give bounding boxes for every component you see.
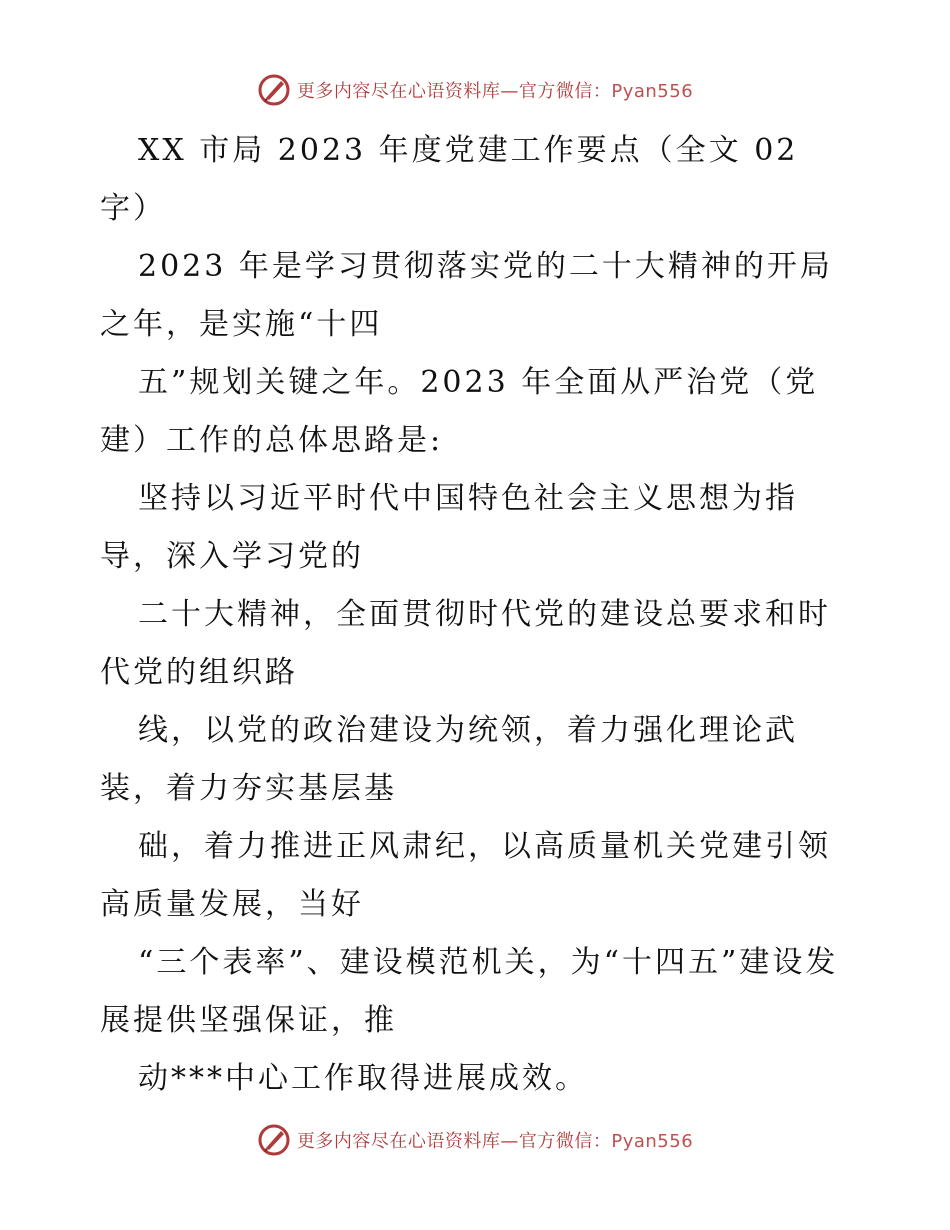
paragraph-line: 二十大精神，全面贯彻时代党的建设总要求和时代党的组织路 [100,597,831,690]
paragraph-line: 础，着力推进正风肃纪，以高质量机关党建引领高质量发展，当好 [100,829,831,922]
paragraph-line: 动***中心工作取得进展成效。 [138,1061,588,1096]
quill-logo-icon [257,1123,291,1157]
paragraph-line: 坚持以习近平时代中国特色社会主义思想为指导，深入学习党的 [100,481,798,574]
watermark-wechat-id: Pyan556 [611,81,694,102]
watermark-text: 更多内容尽在心语资料库—官方微信：Pyan556 [296,81,694,102]
paragraph-line: 线，以党的政治建设为统领，着力强化理论武装，着力夯实基层基 [100,713,798,806]
paragraph-line: 五”规划关键之年。2023 年全面从严治党（党建）工作的总体思路是: [100,365,819,458]
paragraph-line: 2023 年是学习贯彻落实党的二十大精神的开局之年，是实施“十四 [100,249,833,342]
quill-logo-icon [257,73,291,107]
watermark-text: 更多内容尽在心语资料库—官方微信：Pyan556 [296,1131,694,1152]
watermark-wechat-id: Pyan556 [611,1131,694,1152]
document-body [100,122,860,1108]
header-watermark [0,70,950,110]
document-title: XX 市局 2023 年度党建工作要点（全文 02 字） [100,133,799,226]
footer-watermark [0,1120,950,1160]
paragraph-line: “三个表率”、建设模范机关，为“十四五”建设发展提供坚强保证，推 [100,945,839,1038]
